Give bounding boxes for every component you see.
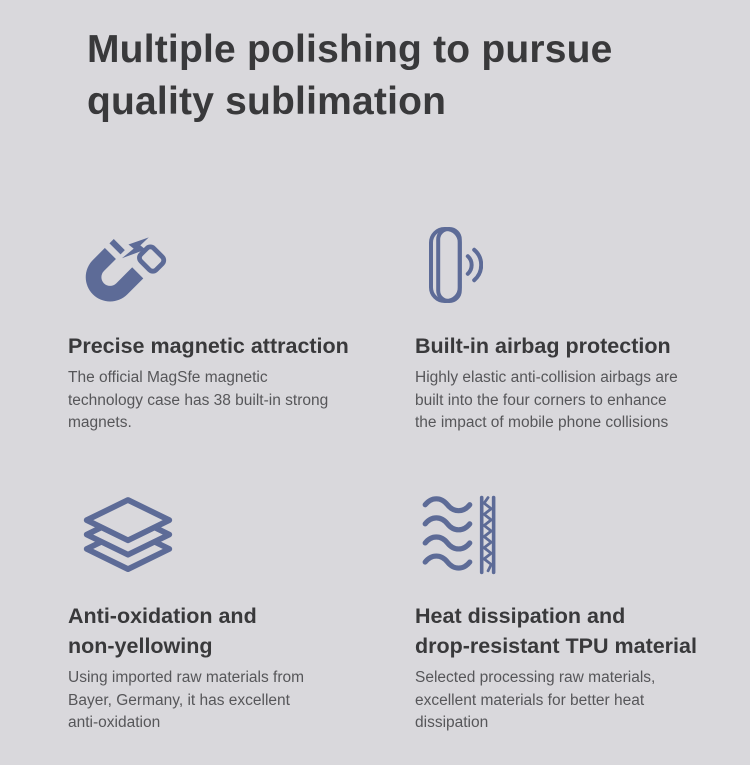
feature-body-line: dissipation bbox=[415, 714, 489, 731]
page-title-line-2: quality sublimation bbox=[87, 80, 447, 123]
feature-body-line: anti-oxidation bbox=[68, 714, 161, 731]
feature-airbag-protection bbox=[415, 225, 750, 495]
feature-title-line: drop-resistant TPU material bbox=[415, 634, 697, 658]
feature-title bbox=[415, 331, 750, 361]
feature-title-line: Heat dissipation and bbox=[415, 604, 626, 628]
feature-body-line: excellent materials for better heat bbox=[415, 691, 645, 709]
feature-body-line: magnets. bbox=[68, 414, 132, 431]
feature-title-line: Anti-oxidation and bbox=[68, 604, 257, 628]
feature-heat-dissipation bbox=[415, 495, 750, 765]
feature-description bbox=[68, 667, 415, 735]
feature-body-line: Selected processing raw materials, bbox=[415, 669, 656, 686]
feature-title-line: Built-in airbag protection bbox=[415, 334, 671, 358]
page-title-line-1: Multiple polishing to pursue bbox=[87, 28, 613, 71]
phone-airbag-icon-svg bbox=[427, 225, 483, 305]
phone-airbag-icon bbox=[427, 225, 750, 305]
feature-description bbox=[68, 367, 415, 435]
feature-title-line: Precise magnetic attraction bbox=[68, 334, 349, 358]
layers-icon-svg bbox=[80, 497, 176, 574]
features-grid bbox=[68, 225, 750, 765]
layers-icon bbox=[80, 495, 415, 575]
feature-body-line: Bayer, Germany, it has excellent bbox=[68, 691, 290, 709]
feature-title bbox=[415, 601, 750, 661]
feature-title bbox=[68, 331, 415, 361]
heat-waves-icon-svg bbox=[422, 495, 500, 575]
feature-body-line: technology case has 38 built-in strong bbox=[68, 391, 329, 409]
feature-magnetic-attraction bbox=[68, 225, 415, 495]
feature-title bbox=[68, 601, 415, 661]
feature-title-line: non-yellowing bbox=[68, 634, 213, 658]
feature-body-line: built into the four corners to enhance bbox=[415, 391, 667, 409]
feature-body-line: Highly elastic anti-collision airbags are bbox=[415, 369, 678, 386]
magnet-icon bbox=[78, 225, 415, 305]
feature-body-line: the impact of mobile phone collisions bbox=[415, 414, 669, 431]
feature-anti-oxidation bbox=[68, 495, 415, 765]
feature-description bbox=[415, 367, 750, 435]
feature-description bbox=[415, 667, 750, 735]
page-title bbox=[87, 24, 613, 128]
feature-body-line: Using imported raw materials from bbox=[68, 669, 305, 686]
magnet-icon-svg bbox=[78, 225, 170, 305]
feature-body-line: The official MagSfe magnetic bbox=[68, 369, 268, 386]
heat-waves-icon bbox=[422, 495, 750, 575]
